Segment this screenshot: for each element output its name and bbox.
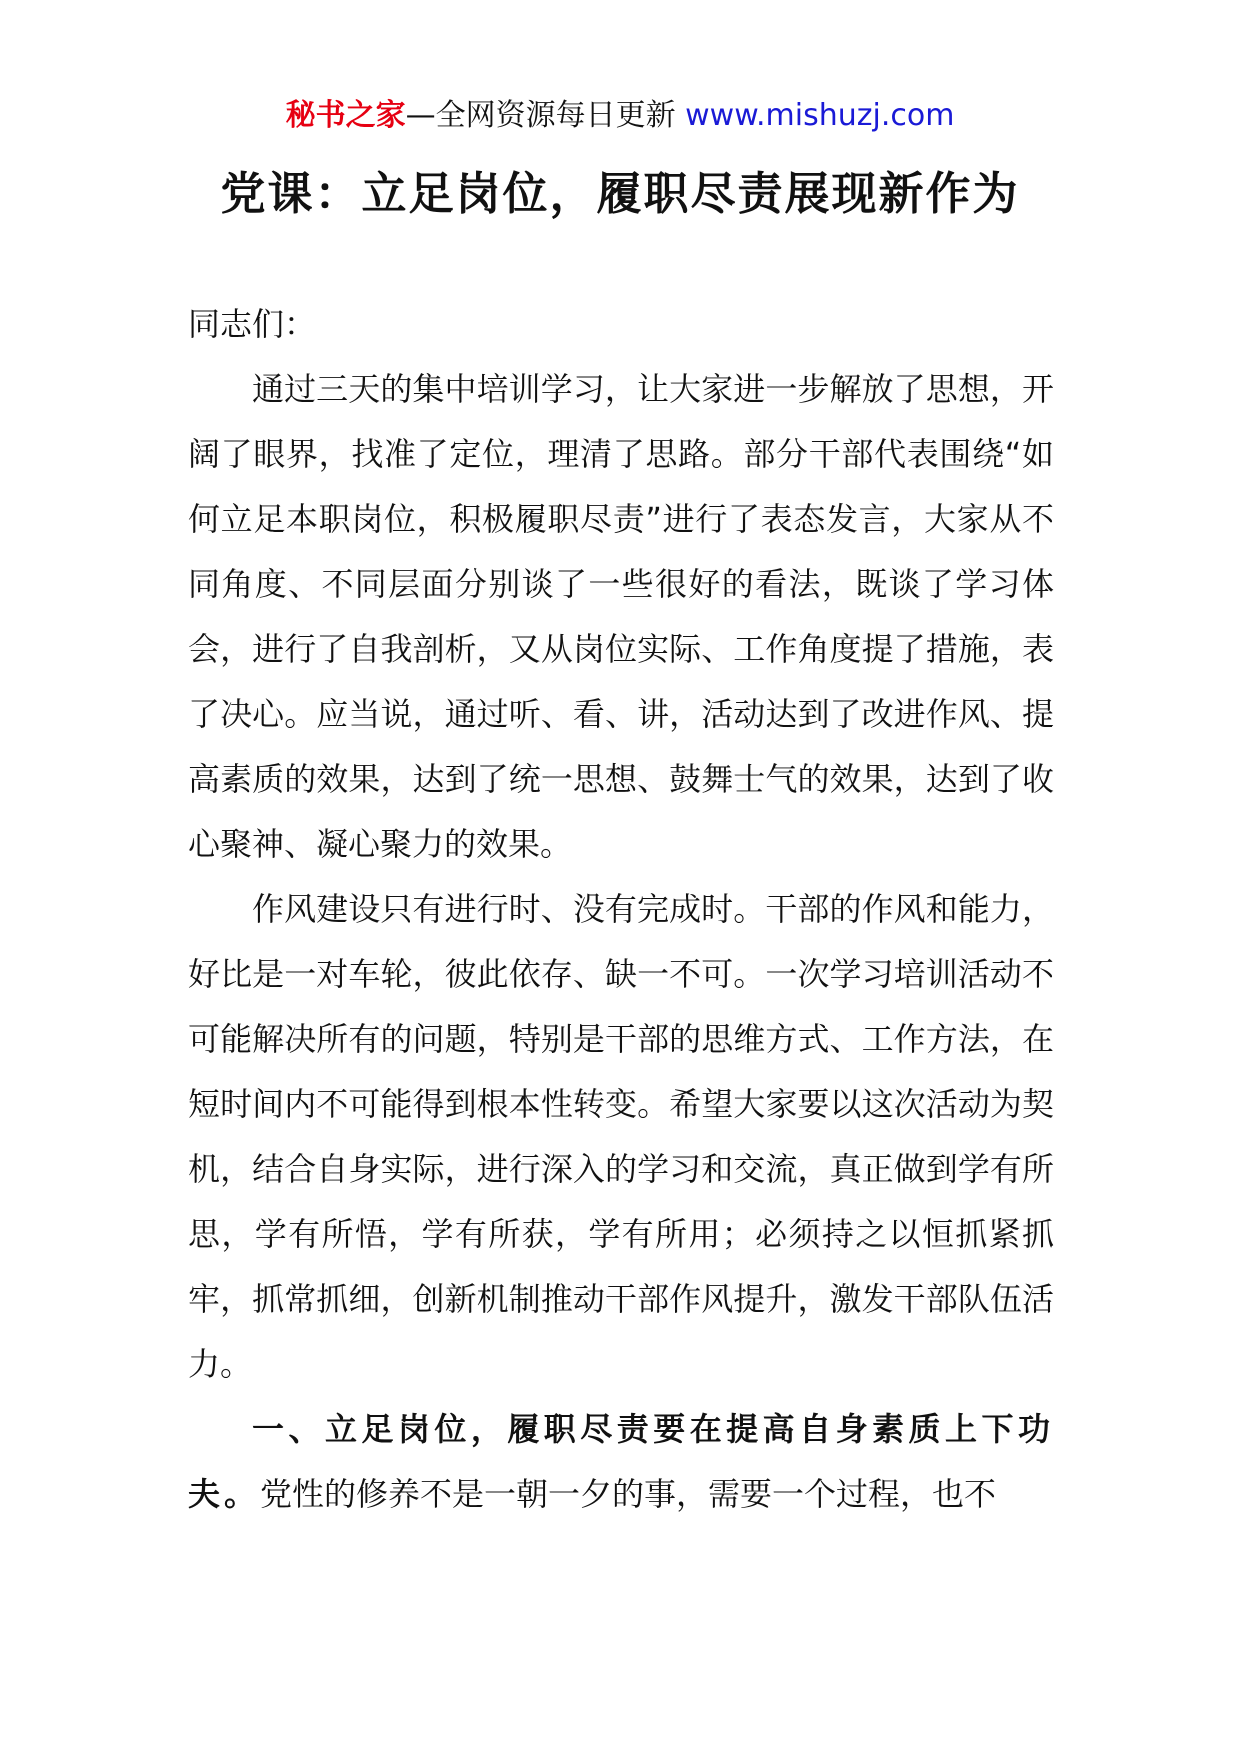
document-title: 党课：立足岗位，履职尽责展现新作为 bbox=[220, 167, 1020, 220]
salutation: 同志们： bbox=[188, 305, 317, 343]
paragraph-1: 通过三天的集中培训学习，让大家进一步解放了思想，开阔了眼界，找准了定位，理清了思路。部分干部代表围绕“如何立足本职岗位，积极履职尽责”进行了表态发言，大家从不同角度、不同层面分别谈了一些很好的看法，既谈了学习体会，进行了自我剖析，又从岗位实际、工作角度提了措施，表了决心。应当说，通过听、看、讲，活动达到了改进作风、提高素质的效果，达到了统一思想、鼓舞士气的效果，达到了收心聚神、凝心聚力的效果。 bbox=[188, 370, 1054, 863]
section-1-paragraph bbox=[188, 1397, 1054, 1527]
site-tagline: —全网资源每日更新 bbox=[405, 98, 676, 133]
document-body bbox=[188, 292, 1054, 1527]
site-header bbox=[0, 96, 1240, 136]
paragraph-2: 作风建设只有进行时、没有完成时。干部的作风和能力，好比是一对车轮，彼此依存、缺一不可。一次学习培训活动不可能解决所有的问题，特别是干部的思维方式、工作方法，在短时间内不可能得到根本性转变。希望大家要以这次活动为契机，结合自身实际，进行深入的学习和交流，真正做到学有所思，学有所悟，学有所获，学有所用；必须持之以恒抓紧抓牢，抓常抓细，创新机制推动干部作风提升，激发干部队伍活力。 bbox=[188, 890, 1054, 1383]
section-1-text: 党性的修养不是一朝一夕的事，需要一个过程，也不 bbox=[260, 1475, 997, 1513]
site-brand: 秘书之家 bbox=[285, 98, 406, 133]
site-url-link[interactable]: www.mishuzj.com bbox=[685, 98, 955, 133]
section-1-heading: 一、立足岗位，履职尽责要在提高自身素质上下功夫。 bbox=[188, 1410, 1054, 1513]
